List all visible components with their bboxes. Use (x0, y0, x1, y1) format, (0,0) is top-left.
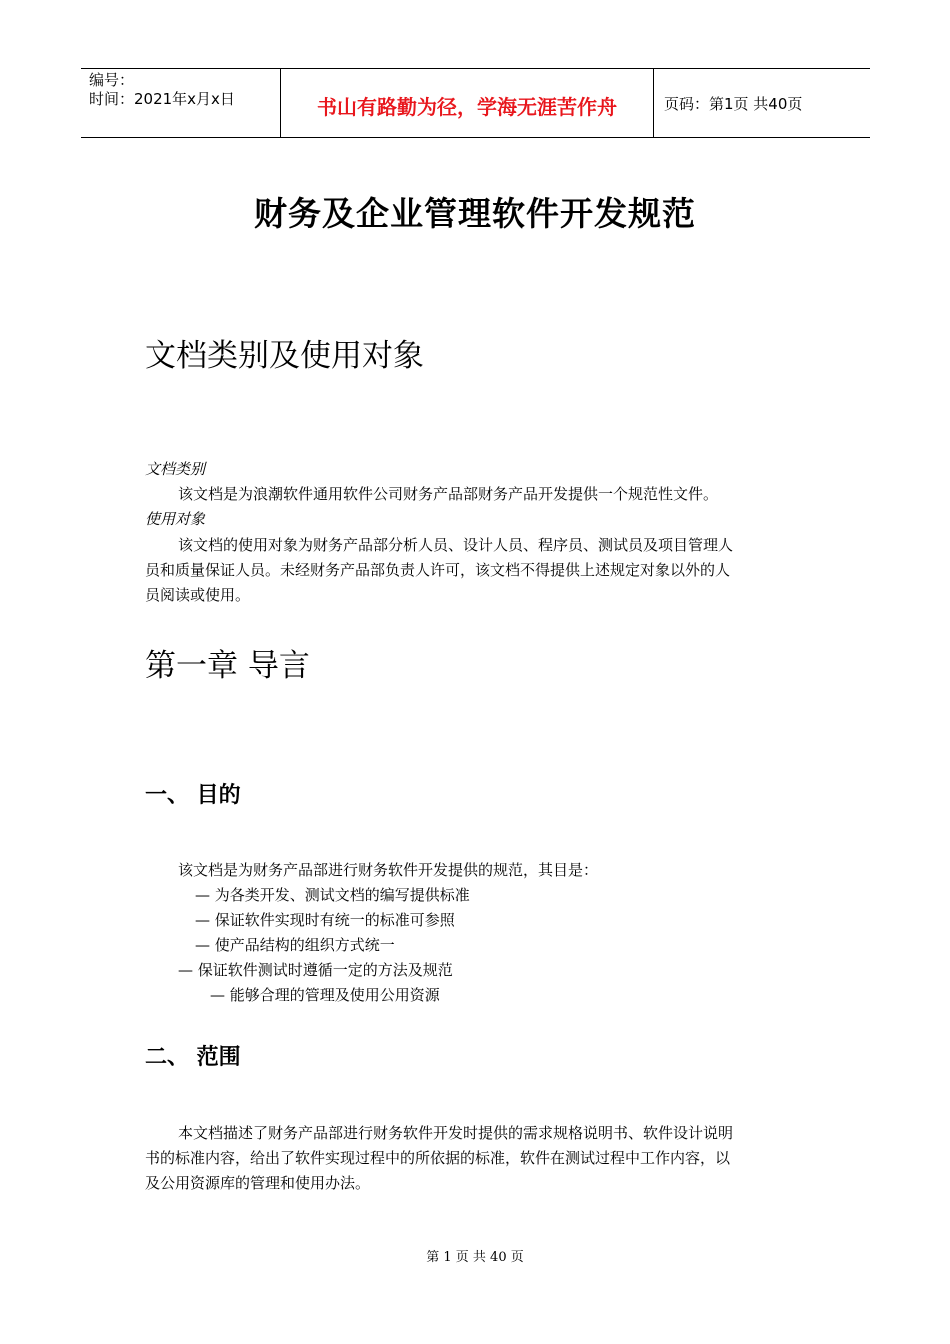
document-date-label: 时间：2021年x月x日 (89, 90, 235, 108)
purpose-item-3: — 使产品结构的组织方式统一 (195, 936, 395, 954)
scope-heading: 二、 范围 (145, 1045, 241, 1070)
purpose-item-4: — 保证软件测试时遵循一定的方法及规范 (178, 961, 453, 979)
category-label: 文档类别 (145, 460, 206, 478)
purpose-item-1: — 为各类开发、测试文档的编写提供标准 (195, 886, 470, 904)
header-page-info: 页码：第1页 共40页 (664, 94, 803, 113)
section-heading-category: 文档类别及使用对象 (145, 338, 424, 374)
header-meta-cell (81, 69, 281, 137)
page-footer: 第 1 页 共 40 页 (426, 1250, 524, 1265)
audience-label: 使用对象 (145, 510, 206, 528)
audience-text-line3: 员阅读或使用。 (145, 586, 251, 604)
purpose-item-2: — 保证软件实现时有统一的标准可参照 (195, 911, 455, 929)
header-motto: 书山有路勤为径，学海无涯苦作舟 (281, 69, 654, 137)
scope-line2: 书的标准内容，给出了软件实现过程中的所依据的标准，软件在测试过程中工作内容，以 (145, 1149, 731, 1167)
purpose-item-5: — 能够合理的管理及使用公用资源 (210, 986, 440, 1004)
document-title: 财务及企业管理软件开发规范 (254, 194, 696, 233)
audience-text-line2: 员和质量保证人员。未经财务产品部负责人许可，该文档不得提供上述规定对象以外的人 (145, 561, 731, 579)
page-header-table (81, 68, 870, 138)
scope-line3: 及公用资源库的管理和使用办法。 (145, 1174, 371, 1192)
chapter1-heading: 第一章 导言 (145, 648, 310, 684)
scope-line1: 本文档描述了财务产品部进行财务软件开发时提供的需求规格说明书、软件设计说明 (178, 1124, 734, 1142)
audience-text-line1: 该文档的使用对象为财务产品部分析人员、设计人员、程序员、测试员及项目管理人 (178, 536, 734, 554)
purpose-intro: 该文档是为财务产品部进行财务软件开发提供的规范，其目是： (178, 861, 599, 879)
document-number-label: 编号： (89, 71, 135, 89)
category-text: 该文档是为浪潮软件通用软件公司财务产品部财务产品开发提供一个规范性文件。 (178, 485, 719, 503)
purpose-heading: 一、 目的 (145, 783, 241, 808)
